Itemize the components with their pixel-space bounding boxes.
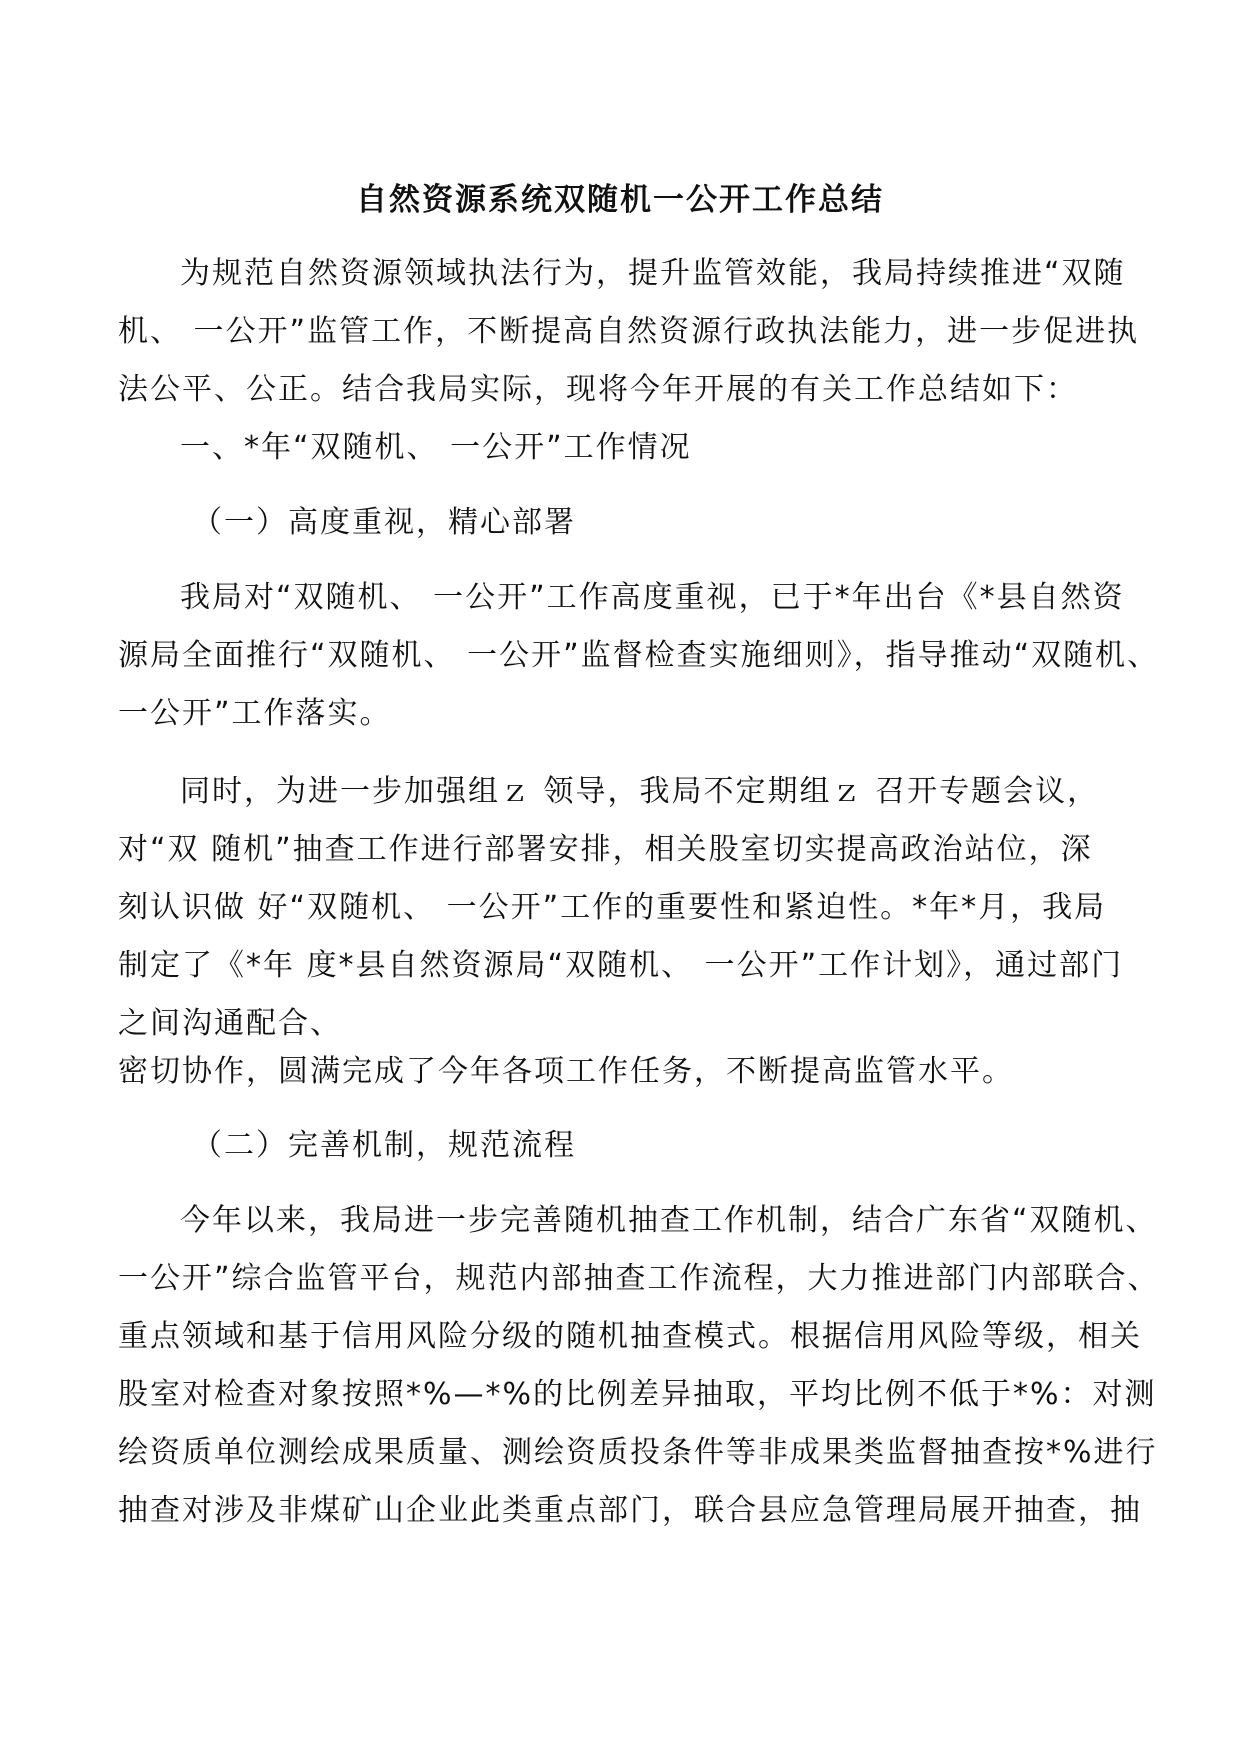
paragraph-line: 今年以来，我局进一步完善随机抽查工作机制，结合广东省“双随机、: [180, 1203, 1158, 1238]
paragraph-line: 重点领域和基于信用风险分级的随机抽查模式。根据信用风险等级，相关: [118, 1319, 1142, 1354]
document-title: 自然资源系统双随机一公开工作总结: [356, 182, 884, 218]
paragraph-line: 密切协作，圆满完成了今年各项工作任务，不断提高监管水平。: [118, 1054, 1014, 1089]
paragraph-line: 法公平、公正。结合我局实际，现将今年开展的有关工作总结如下：: [118, 372, 1078, 407]
paragraph-line: 之间沟通配合、: [118, 1006, 342, 1041]
paragraph-line: 一公开”综合监管平台，规范内部抽查工作流程，大力推进部门内部联合、: [118, 1261, 1160, 1296]
paragraph-line: 抽查对涉及非煤矿山企业此类重点部门，联合县应急管理局展开抽查，抽: [118, 1493, 1142, 1528]
paragraph-line: 刻认识做 好“双随机、 一公开”工作的重要性和紧迫性。*年*月，我局: [118, 890, 1107, 925]
paragraph-line: 股室对检查对象按照*%—*%的比例差异抽取，平均比例不低于*%：对测: [118, 1377, 1157, 1412]
paragraph-line: 制定了《*年 度*县自然资源局“双随机、 一公开”工作计划》，通过部门: [118, 948, 1124, 983]
paragraph-line: 源局全面推行“双随机、 一公开”监督检查实施细则》，指导推动“双随机、: [118, 638, 1160, 673]
paragraph-line: 对“双 随机”抽查工作进行部署安排，相关股室切实提高政治站位，深: [118, 832, 1093, 867]
paragraph-line: 同时，为进一步加强组ｚ 领导，我局不定期组ｚ 召开专题会议，: [180, 774, 1100, 809]
subsection-heading: （一）高度重视，精心部署: [192, 505, 576, 540]
paragraph-line: 为规范自然资源领域执法行为，提升监管效能，我局持续推进“双随: [180, 256, 1126, 291]
paragraph-line: 我局对“双随机、 一公开”工作高度重视，已于*年出台《*县自然资: [180, 580, 1125, 615]
paragraph-line: 机、 一公开”监管工作，不断提高自然资源行政执法能力，进一步促进执: [118, 314, 1140, 349]
paragraph-line: 绘资质单位测绘成果质量、测绘资质投条件等非成果类监督抽查按*%进行: [118, 1435, 1158, 1470]
section-heading: 一、*年“双随机、 一公开”工作情况: [180, 430, 692, 465]
subsection-heading: （二）完善机制，规范流程: [192, 1128, 576, 1163]
paragraph-line: 一公开”工作落实。: [118, 696, 392, 731]
